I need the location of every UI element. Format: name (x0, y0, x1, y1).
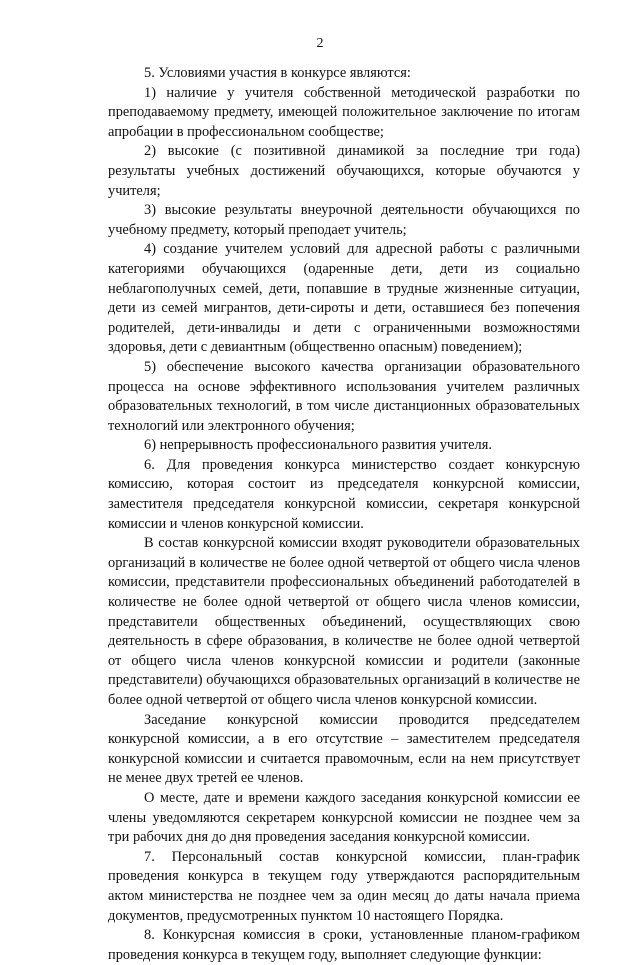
paragraph-7-personnel: 7. Персональный состав конкурсной комиссии, план-график проведения конкурса в текущем году утверждаются распорядительным актом министерства не позднее чем за один месяц до даты начала приема документов, предусмотренных пунктом 10 настоящего Порядка. (108, 848, 580, 924)
paragraph-6-commission: 6. Для проведения конкурса министерство создает конкурсную комиссию, которая состоит из председателя конкурсной комиссии, заместителя председателя конкурсной комиссии, секретаря конкурсной комиссии и членов конкурсной комиссии. (108, 456, 580, 532)
paragraph-commission-meeting: Заседание конкурсной комиссии проводится председателем конкурсной комиссии, а в его отсутствие – заместителем председателя конкурсной комиссии и считается правомочным, если на нем присутствует не менее двух третей ее членов. (108, 711, 580, 787)
paragraph-condition-5: 5) обеспечение высокого качества организации образовательного процесса на основе эффективного использования учителем различных образовательных технологий, в том числе дистанционных образовательных технологий или электронного обучения; (108, 358, 580, 434)
paragraph-5-heading: 5. Условиями участия в конкурсе являются: (144, 65, 411, 81)
paragraph-meeting-notice: О месте, дате и времени каждого заседания конкурсной комиссии ее члены уведомляются секретарем конкурсной комиссии не позднее чем за три рабочих дня до дня проведения заседания конкурсной комиссии. (108, 789, 580, 846)
paragraph-condition-6: 6) непрерывность профессионального развития учителя. (144, 437, 492, 454)
paragraph-condition-3: 3) высокие результаты внеурочной деятельности обучающихся по учебному предмету, который преподает учитель; (108, 202, 580, 238)
page-number: 2 (316, 36, 324, 51)
document-body (108, 64, 580, 965)
paragraph-condition-2: 2) высокие (с позитивной динамикой за последние три года) результаты учебных достижений обучающихся, которые обучаются у учителя; (108, 143, 580, 199)
paragraph-8-functions: 8. Конкурсная комиссия в сроки, установленные планом-графиком проведения конкурса в текущем году, выполняет следующие функции: (108, 927, 580, 963)
paragraph-condition-1: 1) наличие у учителя собственной методической разработки по преподаваемому предмету, имеющей положительное заключение по итогам апробации в профессиональном сообществе; (108, 84, 580, 140)
paragraph-condition-4: 4) создание учителем условий для адресной работы с различными категориями обучающихся (одаренные дети, дети из социально неблагополучных семей, дети, попавшие в трудные жизненные ситуации, дети из семей мигрантов, дети-сироты и дети, оставшиеся без попечения родителей, дети-инвалиды и дети с ограниченными возможностями здоровья, дети с девиантным (общественно опасным) поведением); (108, 241, 580, 356)
paragraph-commission-composition: В состав конкурсной комиссии входят руководители образовательных организаций в количестве не более одной четвертой от общего числа членов комиссии, представители профессиональных объединений работодателей в количестве не более одной четвертой от общего числа членов комиссии, представители общественных объединений, осуществляющих свою деятельность в сфере образования, в количестве не более одной четвертой от общего числа членов конкурсной комиссии и родители (законные представители) обучающихся образовательных организаций в количестве не более одной четвертой от общего числа членов конкурсной комиссии. (108, 535, 580, 708)
